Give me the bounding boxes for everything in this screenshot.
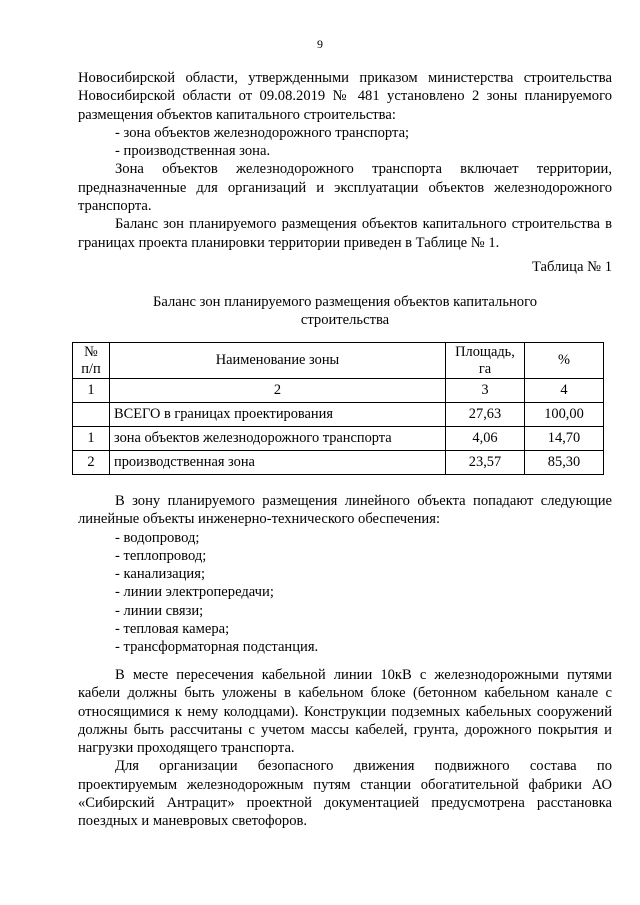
row-num [73,403,110,427]
index-cell: 2 [110,379,446,403]
linear-item: - трансформаторная подстанция. [115,639,319,656]
table-title-line-2: строительства [300,312,390,329]
linear-item: - канализация; [115,566,205,583]
page-number: 9 [317,37,323,51]
linear-intro: В зону планируемого размещения линейного объекта попадают следующие линейные объекты инженерно-технического обеспечения: [78,493,612,528]
zone-list-item: - зона объектов железнодорожного транспорта; [115,124,410,141]
row-area: 23,57 [446,451,525,475]
intro-paragraph-3: Баланс зон планируемого размещения объектов капитального строительства в границах проекта планировки территории приведен в Таблице № 1. [78,216,612,251]
header-num [73,343,110,379]
header-area [446,343,525,379]
header-area-line-2: га [478,360,492,377]
row-name: зона объектов железнодорожного транспорта [110,427,446,451]
table-label: Таблица № 1 [532,259,612,275]
row-area: 4,06 [446,427,525,451]
balance-table [72,342,604,475]
header-area-line-1: Площадь, [455,343,515,360]
row-pct: 14,70 [525,427,604,451]
intro-section [78,69,612,252]
header-num-line-2: п/п [81,360,101,377]
zone-list-item: - производственная зона. [115,143,271,160]
intro-paragraph-2: Зона объектов железнодорожного транспорта включает территории, предназначенные для организаций и эксплуатации объектов железнодорожного транспорта. [78,161,612,215]
index-cell: 3 [446,379,525,403]
header-pct: % [525,343,604,379]
table-row [73,403,604,427]
table-row [73,427,604,451]
index-cell: 4 [525,379,604,403]
linear-item: - линии электропередачи; [115,584,274,601]
header-name: Наименование зоны [110,343,446,379]
intro-paragraph-1: Новосибирской области, утвержденными приказом министерства строительства Новосибирской области от 09.08.2019 № 481 установлено 2 зоны планируемого размещения объектов капитального строительства: [78,70,612,123]
linear-objects-section [78,492,612,657]
table-index-row [73,379,604,403]
header-num-line-1: № [84,343,98,360]
linear-item: - водопровод; [115,529,200,546]
table-row [73,451,604,475]
row-area: 27,63 [446,403,525,427]
linear-item: - линии связи; [115,602,204,619]
row-num: 1 [73,427,110,451]
row-name: производственная зона [110,451,446,475]
table-title-line-1: Баланс зон планируемого размещения объектов капитального [152,294,538,310]
row-name: ВСЕГО в границах проектирования [110,403,446,427]
table-title [78,293,612,330]
linear-item: - тепловая камера; [115,621,230,638]
outro-section [78,666,612,831]
table-header-row [73,343,604,379]
linear-item: - теплопровод; [115,547,207,564]
row-pct: 100,00 [525,403,604,427]
outro-paragraph-1: В месте пересечения кабельной линии 10кВ с железнодорожными путями кабели должны быть уложены в кабельном блоке (бетонном кабельном канале с относящимися к нему колодцами). Конструкции подземных кабельных сооружений должны быть рассчитаны с учетом массы кабелей, грунта, дорожного покрытия и нагрузки проходящего транспорта. [78,667,612,757]
outro-paragraph-2: Для организации безопасного движения подвижного состава по проектируемым железнодорожным путям станции обогатительной фабрики АО «Сибирский Антрацит» проектной документацией предусмотрена расстановка поездных и маневровых светофоров. [78,758,612,830]
index-cell: 1 [73,379,110,403]
row-num: 2 [73,451,110,475]
row-pct: 85,30 [525,451,604,475]
